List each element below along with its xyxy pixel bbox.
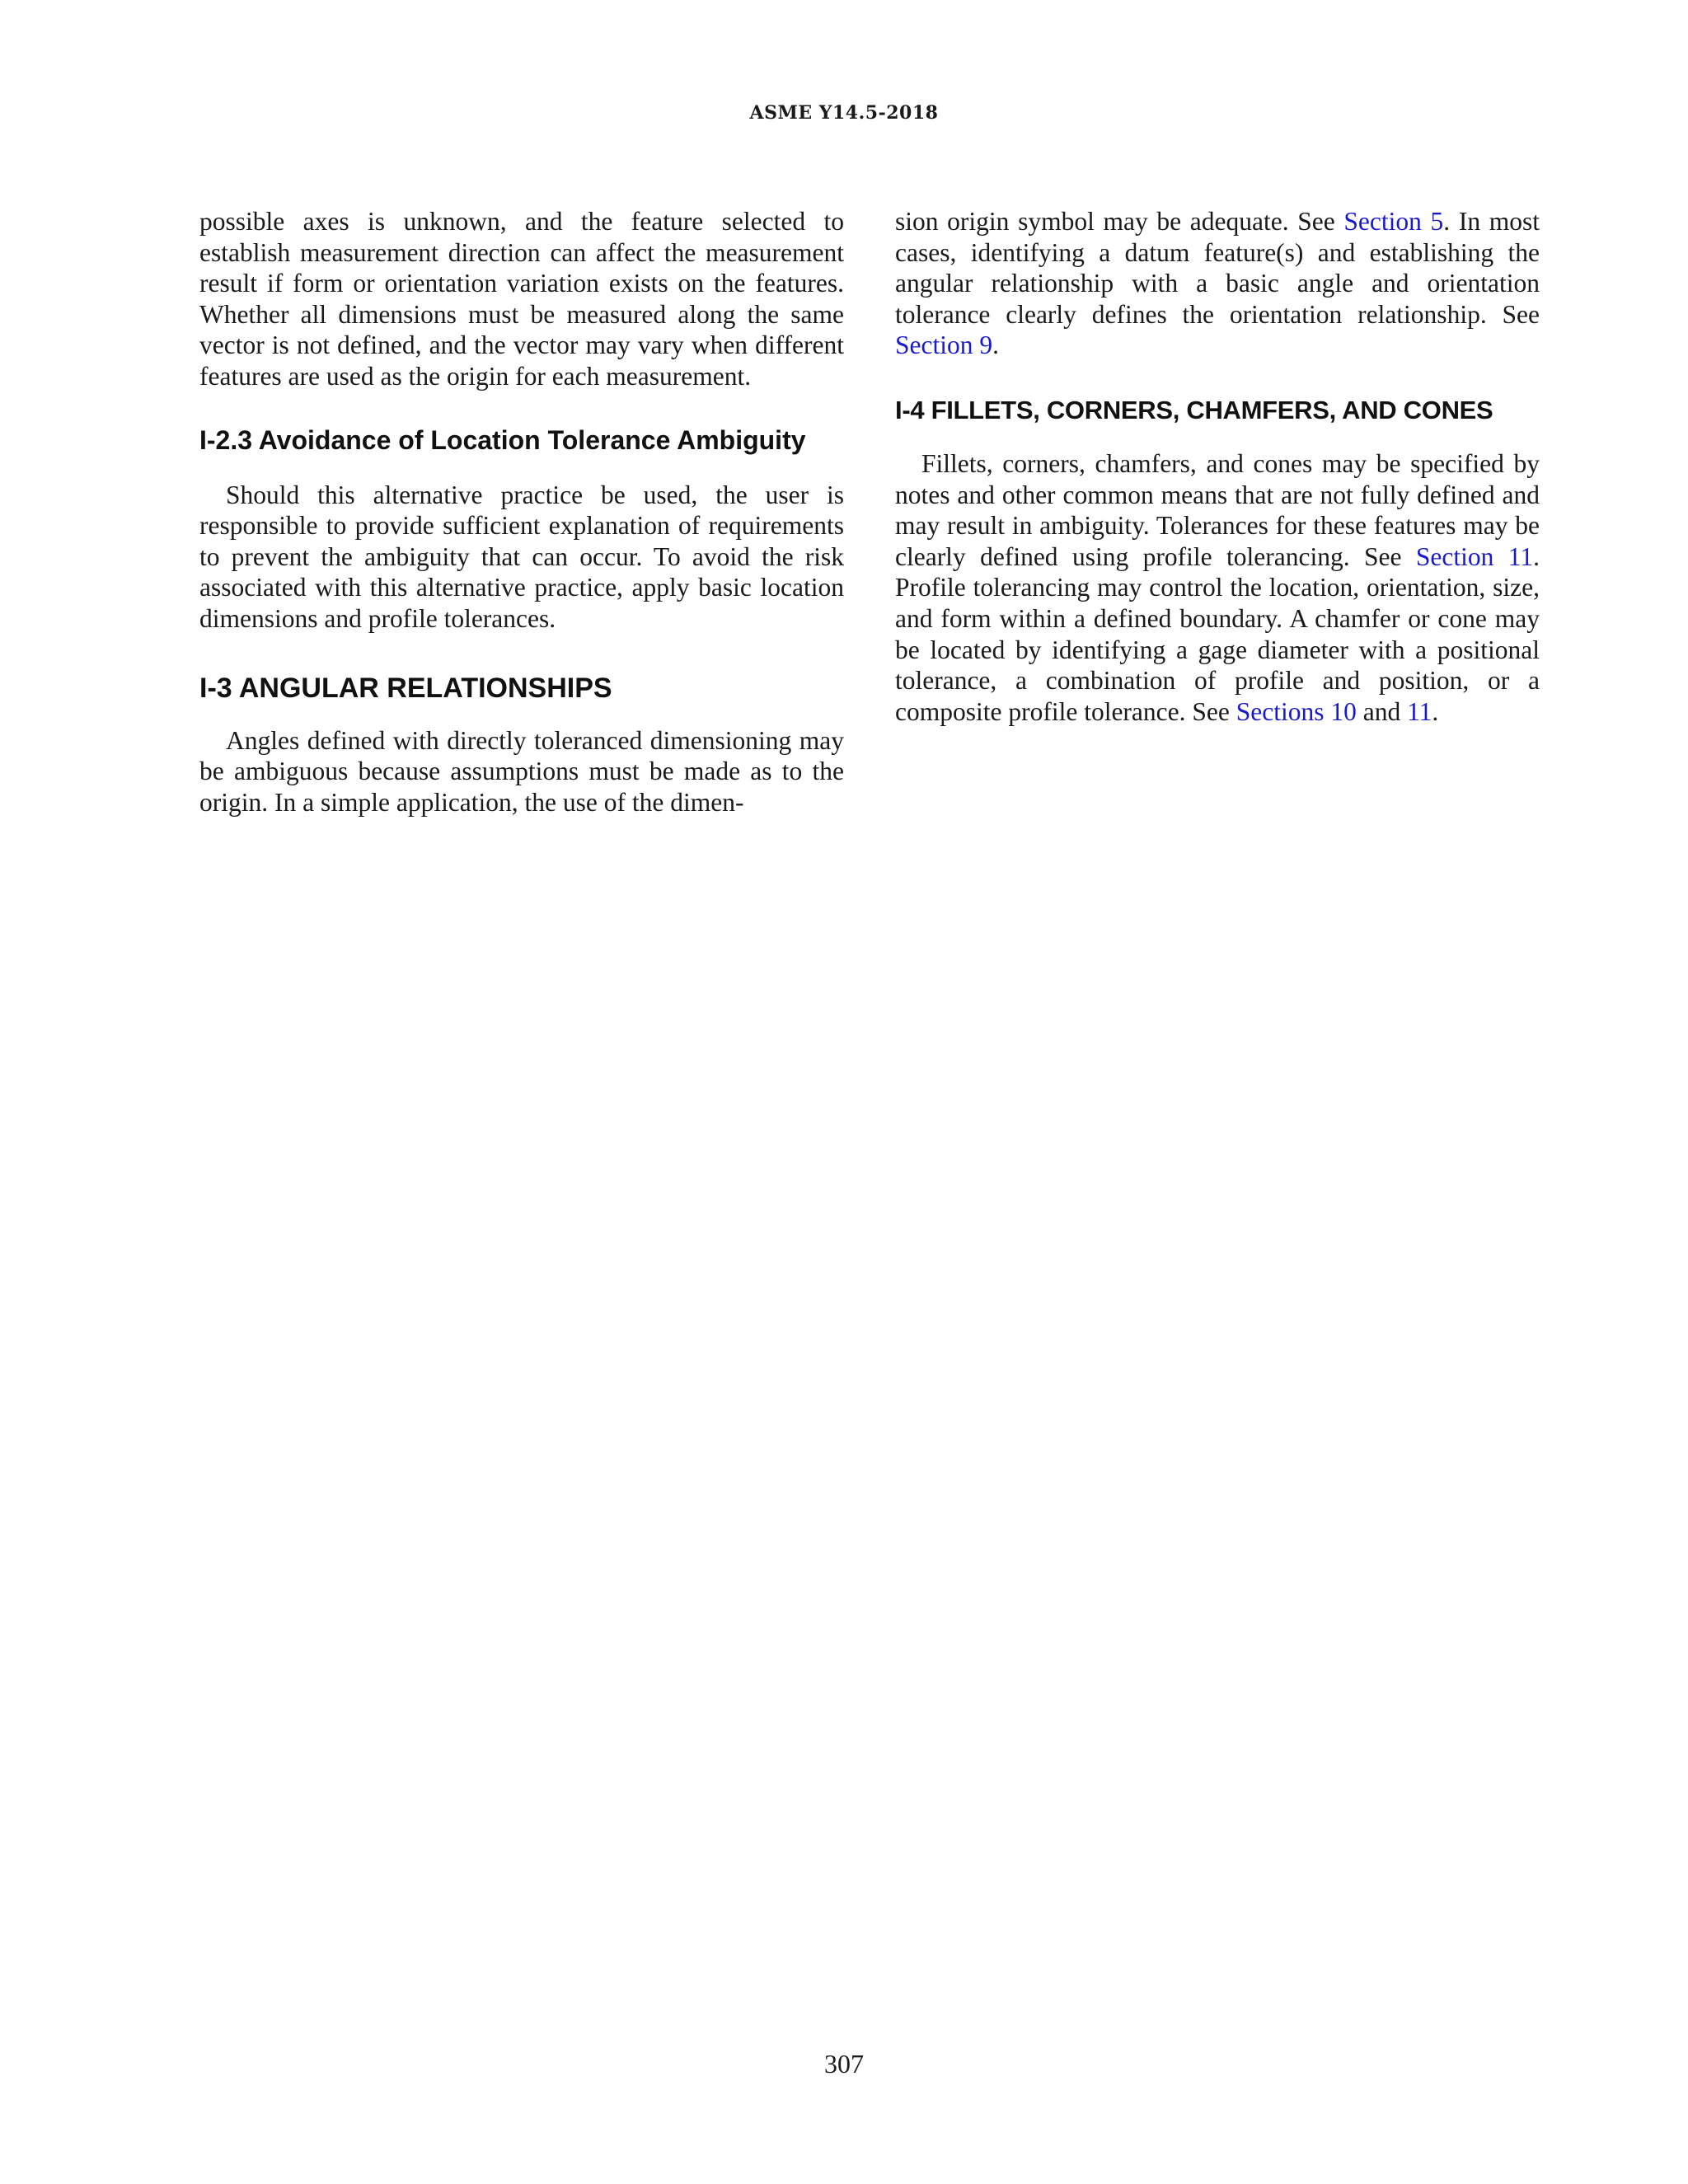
link-section-5[interactable]: Section 5 bbox=[1343, 207, 1444, 236]
link-section-11b[interactable]: 11 bbox=[1407, 696, 1432, 726]
paragraph-axes-unknown: possible axes is unknown, and the feature selected to establish measurement direction can affect the measurement result if form or orientation variation exists on the features. Whether all dimensions must be measured along the same vector is not defined, and the vector may vary when different features are used as the origin for each measurement. bbox=[199, 207, 844, 391]
paragraph-angles-defined: Angles defined with directly toleranced dimensioning may be ambiguous because assumptions must be made as to the origin. In a simple application, the use of the dimen- bbox=[199, 725, 844, 817]
link-section-11[interactable]: Section 11 bbox=[1415, 541, 1534, 571]
paragraph-alternative-practice: Should this alternative practice be used, the user is responsible to provide sufficient explanation of requirements to prevent the ambiguity that can occur. To avoid the risk associated with this alternative practice, apply basic location dimensions and profile tolerances. bbox=[199, 480, 844, 633]
heading-i-4: I-4 FILLETS, CORNERS, CHAMFERS, AND CONES bbox=[895, 395, 1493, 424]
heading-i-3: I-3 ANGULAR RELATIONSHIPS bbox=[199, 672, 612, 704]
link-sections-10[interactable]: Sections 10 bbox=[1236, 696, 1357, 726]
paragraph-fillets-corners bbox=[895, 448, 1540, 727]
heading-i-2-3: I-2.3 Avoidance of Location Tolerance Ambiguity bbox=[199, 424, 806, 455]
paragraph-dimension-origin bbox=[895, 206, 1540, 361]
text-segment: . In most cases, identifying a datum feature(s) and establishing the angular relationship with a basic angle and orientation tolerance clearly defines the orientation relationship. See bbox=[895, 207, 1540, 329]
running-head: ASME Y14.5-2018 bbox=[749, 102, 939, 124]
text-segment: . Profile tolerancing may control the location, orientation, size, and form within a defined boundary. A chamfer or cone may be located by identifying a gage diameter with a positional tolerance, a combination of profile and position, or a composite profile tolerance. See bbox=[895, 541, 1540, 726]
left-column bbox=[199, 206, 844, 818]
text-segment: . bbox=[992, 330, 999, 360]
text-segment: and bbox=[1356, 696, 1408, 726]
right-column bbox=[895, 206, 1540, 727]
text-segment: Fillets, corners, chamfers, and cones may be specified by notes and other common means that are not fully defined and may result in ambiguity. Tolerances for these features may be clearly defined using profile tolerancing. See bbox=[895, 448, 1540, 571]
text-segment: sion origin symbol may be adequate. See bbox=[895, 207, 1344, 236]
text-segment: . bbox=[1432, 696, 1439, 726]
page-number: 307 bbox=[824, 2049, 864, 2079]
link-section-9[interactable]: Section 9 bbox=[895, 330, 993, 360]
